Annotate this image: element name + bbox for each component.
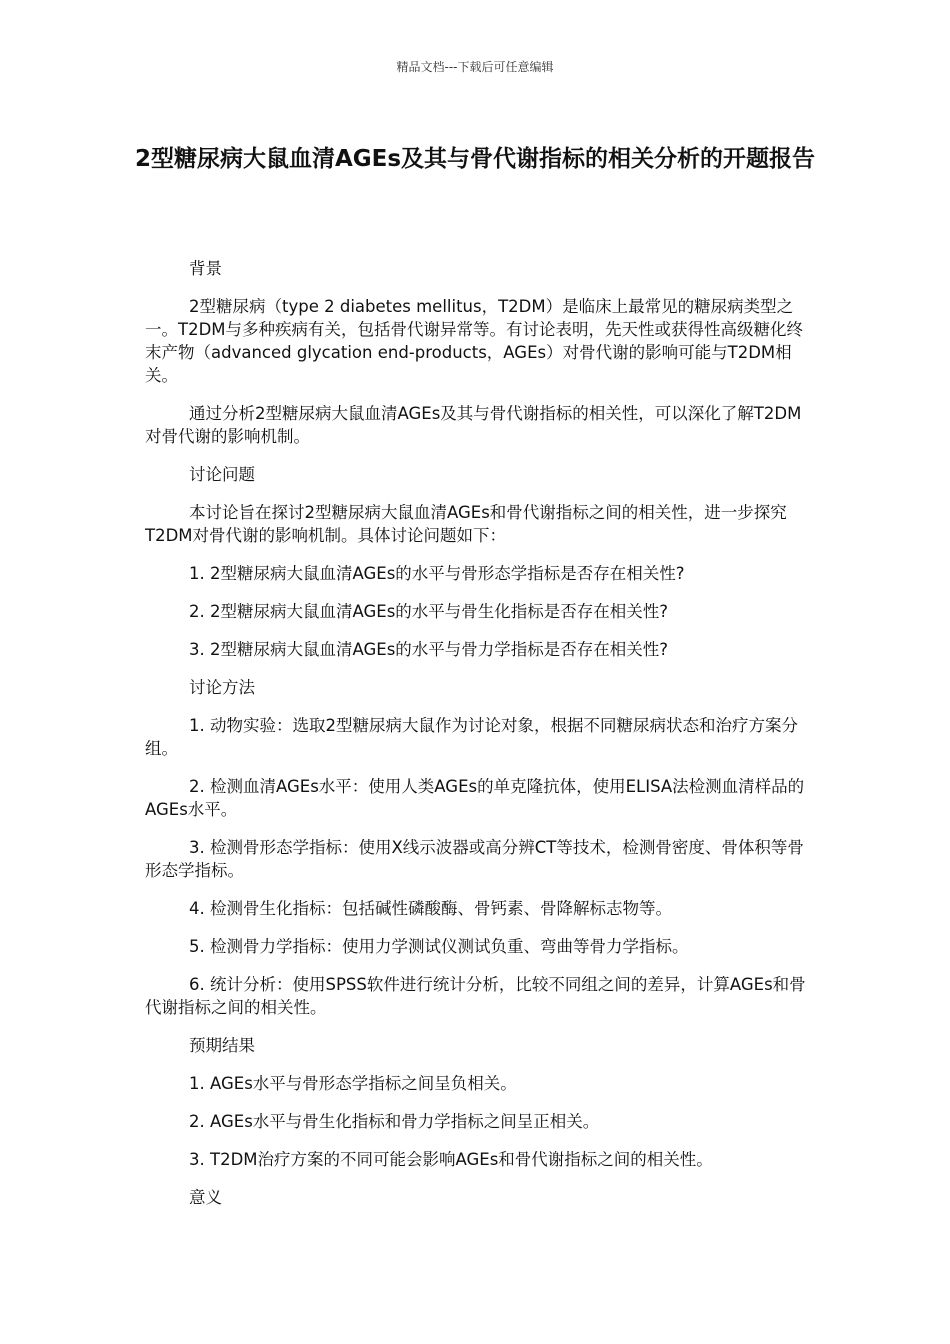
list-item: 1. 2型糖尿病大鼠血清AGEs的水平与骨形态学指标是否存在相关性? [189,564,685,583]
section-heading-background: 背景 [189,259,222,278]
document-title: 2型糖尿病大鼠血清AGEs及其与骨代谢指标的相关分析的开题报告 [134,146,816,172]
list-item: 1. AGEs水平与骨形态学指标之间呈负相关。 [189,1074,517,1093]
list-item: 3. T2DM治疗方案的不同可能会影响AGEs和骨代谢指标之间的相关性。 [189,1150,713,1169]
list-item: 2. 2型糖尿病大鼠血清AGEs的水平与骨生化指标是否存在相关性? [189,602,669,621]
section-heading-significance: 意义 [189,1188,222,1207]
list-item: 2. AGEs水平与骨生化指标和骨力学指标之间呈正相关。 [189,1112,600,1131]
section-heading-questions: 讨论问题 [189,465,255,484]
paragraph: 通过分析2型糖尿病大鼠血清AGEs及其与骨代谢指标的相关性，可以深化了解T2DM对骨代谢的影响机制。 [145,404,802,446]
list-item: 6. 统计分析：使用SPSS软件进行统计分析，比较不同组之间的差异，计算AGEs和骨代谢指标之间的相关性。 [145,975,806,1017]
list-item: 2. 检测血清AGEs水平：使用人类AGEs的单克隆抗体，使用ELISA法检测血清样品的AGEs水平。 [145,777,805,819]
paragraph: 本讨论旨在探讨2型糖尿病大鼠血清AGEs和骨代谢指标之间的相关性，进一步探究T2DM对骨代谢的影响机制。具体讨论问题如下： [145,503,787,545]
list-item: 1. 动物实验：选取2型糖尿病大鼠作为讨论对象，根据不同糖尿病状态和治疗方案分组。 [145,716,798,758]
list-item: 3. 检测骨形态学指标：使用X线示波器或高分辨CT等技术，检测骨密度、骨体积等骨形态学指标。 [145,838,804,880]
document-body [145,257,807,1224]
header-note: 精品文档---下载后可任意编辑 [396,60,554,74]
paragraph: 2型糖尿病（type 2 diabetes mellitus，T2DM）是临床上最常见的糖尿病类型之一。T2DM与多种疾病有关，包括骨代谢异常等。有讨论表明，先天性或获得性高级糖化终末产物（advanced glycation end-products，AGEs）对骨代谢的影响可能与T2DM相关。 [145,297,804,385]
section-heading-expected-results: 预期结果 [189,1036,255,1055]
section-heading-methods: 讨论方法 [189,678,255,697]
list-item: 4. 检测骨生化指标：包括碱性磷酸酶、骨钙素、骨降解标志物等。 [189,899,672,918]
list-item: 3. 2型糖尿病大鼠血清AGEs的水平与骨力学指标是否存在相关性? [189,640,669,659]
list-item: 5. 检测骨力学指标：使用力学测试仪测试负重、弯曲等骨力学指标。 [189,937,689,956]
